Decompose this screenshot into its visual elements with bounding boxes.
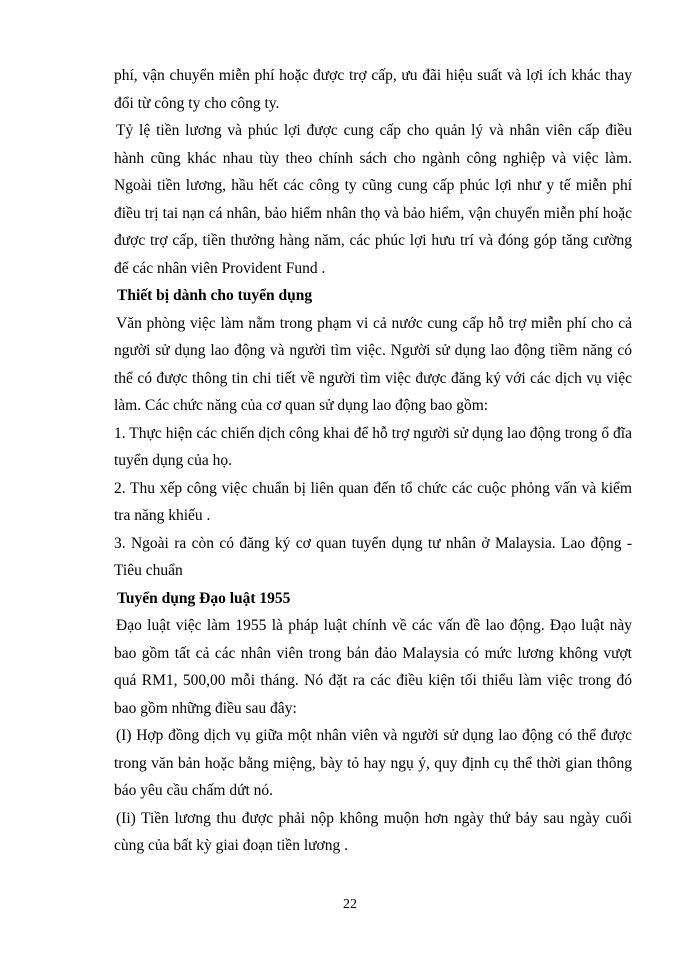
paragraph-clause-ii: (Ii) Tiền lương thu được phải nộp không muộn hơn ngày thứ bảy sau ngày cuối cùng của bất kỳ giai đoạn tiền lương . xyxy=(114,809,632,854)
paragraph-employment-act: Đạo luật việc làm 1955 là pháp luật chính về các vấn đề lao động. Đạo luật này bao gồm tất cả các nhân viên trong bán đảo Malaysia có mức lương không vượt quá RM1, 500,00 mỗi tháng. Nó đặt ra các điều kiện tối thiểu làm việc trong đó bao gồm những điều sau đây: xyxy=(114,617,632,717)
heading-employment-act-1955: Tuyển dụng Đạo luật 1955 xyxy=(117,589,291,607)
paragraph-clause-i: (I) Hợp đồng dịch vụ giữa một nhân viên và người sử dụng lao động có thể được trong văn bản hoặc bằng miệng, bày tỏ hay ngụ ý, quy định cụ thể thời gian thông báo yêu cầu chấm dứt nó. xyxy=(114,727,632,799)
page-number: 22 xyxy=(343,897,357,912)
list-item-1: 1. Thực hiện các chiến dịch công khai để hỗ trợ người sử dụng lao động trong ổ đĩa tuyển dụng của họ. xyxy=(114,424,632,469)
list-item-3: 3. Ngoài ra còn có đăng ký cơ quan tuyển dụng tư nhân ở Malaysia. Lao động - Tiêu chuẩn xyxy=(114,534,632,579)
paragraph-benefits-continued: phí, vận chuyển miễn phí hoặc được trợ cấp, ưu đãi hiệu suất và lợi ích khác thay đổi từ công ty cho công ty. xyxy=(114,67,632,112)
document-body xyxy=(114,62,632,860)
heading-recruitment-facilities: Thiết bị dành cho tuyển dụng xyxy=(117,287,313,304)
list-item-2: 2. Thu xếp công việc chuẩn bị liên quan đến tổ chức các cuộc phỏng vấn và kiểm tra năng khiếu . xyxy=(114,479,632,524)
paragraph-employment-office: Văn phòng việc làm nằm trong phạm vi cả nước cung cấp hỗ trợ miễn phí cho cả người sử dụng lao động và người tìm việc. Người sử dụng lao động tiềm năng có thể có được thông tin chi tiết về người tìm việc được đăng ký với các dịch vụ việc làm. Các chức năng của cơ quan sử dụng lao động bao gồm: xyxy=(114,314,632,414)
paragraph-salary-rates: Tỷ lệ tiền lương và phúc lợi được cung cấp cho quản lý và nhân viên cấp điều hành cũng khác nhau tùy theo chính sách cho ngành công nghiệp và việc làm. Ngoài tiền lương, hầu hết các công ty cũng cung cấp phúc lợi như y tế miễn phí điều trị tai nạn cá nhân, bảo hiểm nhân thọ và bảo hiểm, vận chuyển miễn phí hoặc được trợ cấp, tiền thưởng hàng năm, các phúc lợi hưu trí và đóng góp tăng cường để các nhân viên Provident Fund . xyxy=(114,122,632,277)
